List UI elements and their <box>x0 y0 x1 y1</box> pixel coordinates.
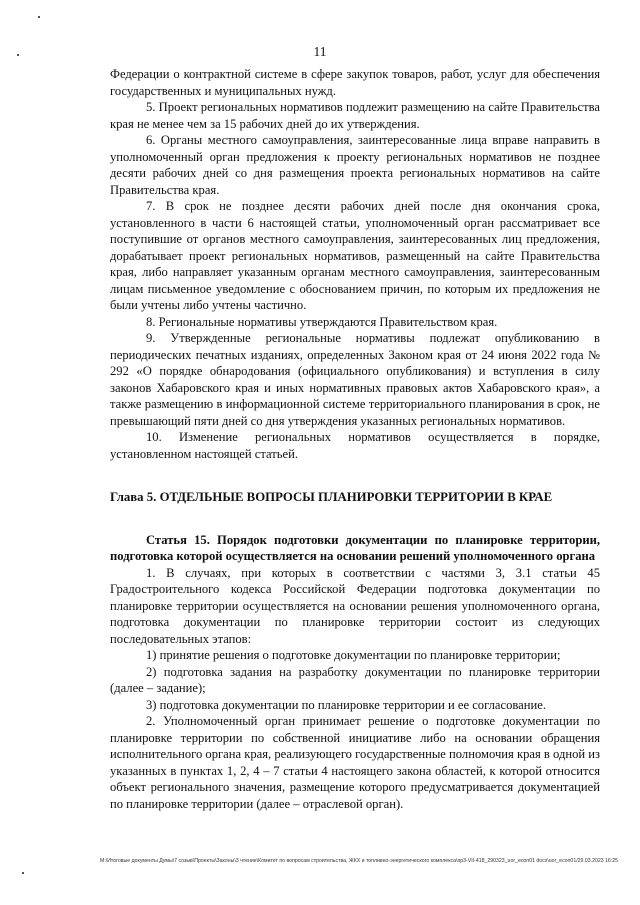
paragraph-item-10: 10. Изменение региональных нормативов осуществляется в порядке, установленном настоящей статьей. <box>110 430 600 461</box>
paragraph-item-7: 7. В срок не позднее десяти рабочих дней после дня окончания срока, установленного в части 6 настоящей статьи, уполномоченный орган рассматривает все поступившие от органов местного самоуправления, заинтересованных лиц предложения, дорабатывает проект региональных нормативов, размещенный на сайте Правительства края, либо направляет указанным органам местного самоуправления, заинтересованным лицам письменное уведомление с обоснованием причин, по которым их предложения не были учтены либо учтены частично. <box>110 199 600 312</box>
article-heading: Статья 15. Порядок подготовки документации по планировке территории, подготовка которой осуществляется на основании решений уполномоченного органа <box>110 532 600 563</box>
chapter-heading: Глава 5. ОТДЕЛЬНЫЕ ВОПРОСЫ ПЛАНИРОВКИ ТЕРРИТОРИИ В КРАЕ <box>110 490 553 504</box>
article-subitem-2: 2) подготовка задания на разработку документации по планировке территории (далее – задание); <box>110 664 600 695</box>
paragraph-item-8: 8. Региональные нормативы утверждаются Правительством края. <box>146 314 498 329</box>
footer-file-path: M:\Итоговые документы Думы\7 созыв\Проекты\Законы\3 чтение\Комитет по вопросам строительства, ЖКХ и топливно-энергетического комплекса\пр3-VII-418_290323_uor_econ01 docx\uor_econ01/29.03.2023 16:25 <box>100 858 619 864</box>
article-subitem-3: 3) подготовка документации по планировке территории и ее согласование. <box>146 697 546 712</box>
paragraph-continuation: Федерации о контрактной системе в сфере закупок товаров, работ, услуг для обеспечения государственных и муниципальных нужд. <box>110 67 600 98</box>
scan-speck <box>22 872 24 874</box>
paragraph-item-5: 5. Проект региональных нормативов подлежит размещению на сайте Правительства края не менее чем за 15 рабочих дней до их утверждения. <box>110 100 600 131</box>
article-paragraph-2: 2. Уполномоченный орган принимает решение о подготовке документации по планировке территории по собственной инициативе либо на основании обращения исполнительного органа края, реализующего государственные полномочия края в одной из указанных в пунктах 1, 2, 4 – 7 статьи 4 настоящего закона областей, к которой относится объект регионального значения, размещение которого предусматривается документацией по планировке территории (далее – отраслевой орган). <box>110 714 600 811</box>
document-body <box>110 66 600 812</box>
paragraph-item-9: 9. Утвержденные региональные нормативы подлежат опубликованию в периодических печатных изданиях, определенных Законом края от 24 июня 2022 года № 292 «О порядке обнародования (официального опубликования) и вступления в силу законов Хабаровского края и иных нормативных правовых актов Хабаровского края», а также размещению в информационной системе территориального планирования в срок, не превышающий пяти дней со дня утверждения указанных региональных нормативов. <box>110 331 600 428</box>
paragraph-item-6: 6. Органы местного самоуправления, заинтересованные лица вправе направить в уполномоченный орган предложения к проекту региональных нормативов не позднее десяти рабочих дней со дня размещения проекта региональных нормативов на сайте Правительства края. <box>110 133 600 197</box>
article-subitem-1: 1) принятие решения о подготовке документации по планировке территории; <box>146 648 561 662</box>
page-number: 11 <box>313 44 327 59</box>
scan-speck <box>38 16 40 18</box>
article-paragraph-1: 1. В случаях, при которых в соответствии с частями 3, 3.1 статьи 45 Градостроительного кодекса Российской Федерации подготовка документации по планировке территории осуществляется на основании решения уполномоченного органа, подготовка документации по планировке территории состоит из следующих последовательных этапов: <box>110 565 600 646</box>
